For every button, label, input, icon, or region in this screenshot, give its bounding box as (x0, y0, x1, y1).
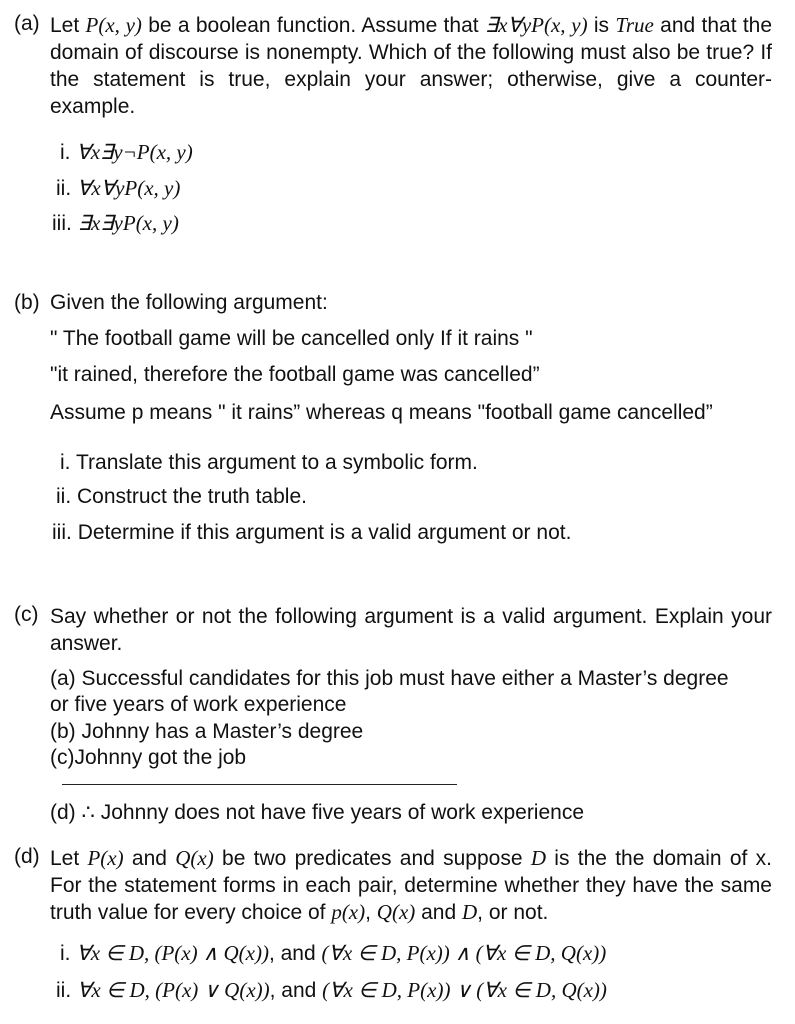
b-assumption: Assume p means " it rains” whereas q means "football game cancelled” (50, 401, 713, 424)
b-item-2: ii. Construct the truth table. (56, 485, 307, 508)
section-a-question: Let P(x, y) be a boolean function. Assume that ∃x∀yP(x, y) is True and that the domain of discourse is nonempty. Which of the following must also be true? If the statement is true, explain your answer; otherwise, give a counter-example. (50, 13, 773, 118)
c-divider (62, 784, 457, 785)
d-item-1: i. ∀x ∈ D, (P(x) ∧ Q(x)), and (∀x ∈ D, P(x)) ∧ (∀x ∈ D, Q(x)) (60, 941, 607, 965)
b-item-1: i. Translate this argument to a symbolic form. (60, 451, 478, 474)
d-question: Let P(x) and Q(x) be two predicates and suppose D is the the domain of x. For the statement forms in each pair, determine whether they have the same truth value for every choice of p(x), Q(x) and D, or not. (50, 846, 772, 924)
a-item-1: i. ∀x∃y¬P(x, y) (60, 140, 193, 164)
section-a-label: (a) (14, 12, 40, 35)
a-item-3: iii. ∃x∃yP(x, y) (52, 211, 179, 235)
section-d-label: (d) (14, 845, 40, 868)
a-item-2: ii. ∀x∀yP(x, y) (56, 176, 181, 200)
b-quote-2: "it rained, therefore the football game was cancelled” (50, 363, 540, 386)
c-premise-2: (b) Johnny has a Master’s degree (50, 720, 364, 743)
c-premise-1b: or five years of work experience (50, 693, 347, 716)
b-intro: Given the following argument: (50, 291, 328, 314)
section-c-label: (c) (14, 603, 39, 626)
d-item-2: ii. ∀x ∈ D, (P(x) ∨ Q(x)), and (∀x ∈ D, P(x)) ∨ (∀x ∈ D, Q(x)) (56, 978, 607, 1002)
c-premise-1a: (a) Successful candidates for this job must have either a Master’s degree (50, 667, 729, 690)
c-premise-3: (c)Johnny got the job (50, 746, 247, 769)
c-conclusion: (d) ∴ Johnny does not have five years of work experience (50, 801, 585, 824)
b-item-3: iii. Determine if this argument is a valid argument or not. (52, 521, 572, 544)
c-intro: Say whether or not the following argument is a valid argument. Explain your answer. (50, 605, 772, 655)
b-quote-1: " The football game will be cancelled only If it rains " (50, 327, 533, 350)
section-b-label: (b) (14, 291, 40, 314)
